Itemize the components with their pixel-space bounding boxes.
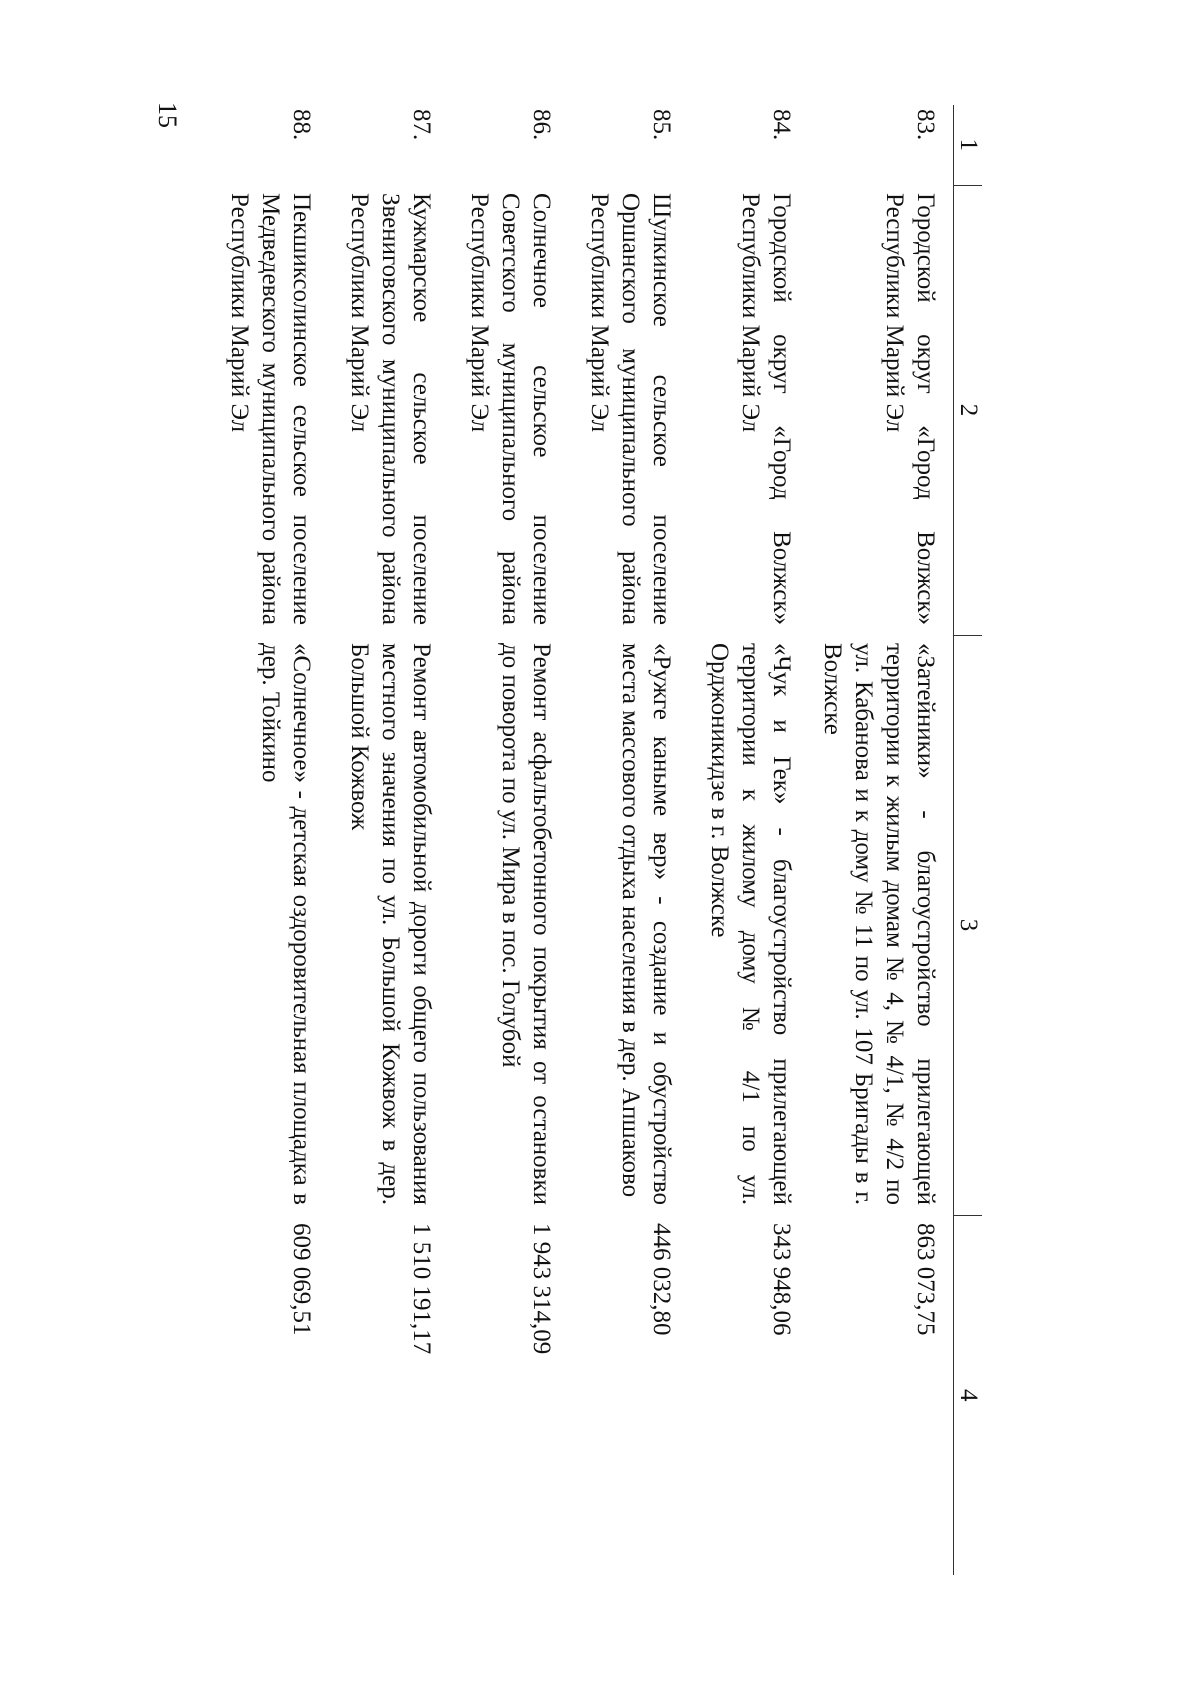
column-header-1: 1	[954, 105, 983, 185]
amount-cell: 863 073,75	[912, 1223, 939, 1336]
projects-table	[191, 105, 982, 1575]
municipality-cell: Пекшиксолинское сельское поселение Медведевского муниципального района Республики Марий Эл	[226, 193, 315, 625]
table-row	[329, 105, 449, 1575]
row-number: 87.	[408, 109, 435, 141]
amount-cell: 343 948,06	[768, 1223, 795, 1336]
column-header-3: 3	[954, 635, 983, 1215]
table-row	[191, 105, 329, 1575]
amount-cell: 609 069,51	[288, 1223, 315, 1336]
table-row	[449, 105, 569, 1575]
project-cell: «Солнечное» - детская оздоровительная площадка в дер. Тойкино	[257, 643, 315, 1205]
municipality-cell: Городской округ «Город Волжск» Республики Марий Эл	[881, 193, 939, 625]
amount-cell: 1 943 314,09	[528, 1223, 555, 1355]
table-row	[689, 105, 809, 1575]
table-row	[809, 105, 954, 1575]
row-number: 84.	[768, 109, 795, 141]
municipality-cell: Шулкинское сельское поселение Оршанского муниципального района Республики Марий Эл	[586, 193, 675, 625]
project-cell: «Чук и Гек» - благоустройство прилегающей территории к жилому дому № 4/1 по ул. Орджоникидзе в г. Волжске	[706, 643, 795, 1205]
municipality-cell: Кужмарское сельское поселение Звениговского муниципального района Республики Марий Эл	[346, 193, 435, 625]
row-number: 85.	[648, 109, 675, 141]
project-cell: Ремонт автомобильной дороги общего пользования местного значения по ул. Большой Кожвож в дер. Большой Кожвож	[346, 643, 435, 1205]
amount-cell: 1 510 191,17	[408, 1223, 435, 1355]
projects-table-container	[220, 105, 982, 1575]
table-row	[569, 105, 689, 1575]
amount-cell: 446 032,80	[648, 1223, 675, 1336]
project-cell: Ремонт асфальтобетонного покрытия от остановки до поворота по ул. Мира в пос. Голубой	[497, 643, 555, 1205]
row-number: 86.	[528, 109, 555, 141]
page-number: 15	[153, 102, 182, 128]
row-number: 88.	[288, 109, 315, 141]
column-header-4: 4	[954, 1215, 983, 1575]
municipality-cell: Солнечное сельское поселение Советского муниципального района Республики Марий Эл	[466, 193, 555, 625]
header-row	[954, 105, 983, 1575]
row-number: 83.	[912, 109, 939, 141]
project-cell: «Затейники» - благоустройство прилегающей территории к жилым домам № 4, № 4/1, № 4/2 по ул. Кабанова и к дому № 11 по ул. 107 Бригады в г. Волжске	[819, 643, 939, 1205]
project-cell: «Ружге каныме вер» - создание и обустройство места массового отдыха населения в дер. Апшаково	[617, 643, 675, 1205]
column-header-2: 2	[954, 185, 983, 635]
municipality-cell: Городской округ «Город Волжск» Республики Марий Эл	[737, 193, 795, 625]
